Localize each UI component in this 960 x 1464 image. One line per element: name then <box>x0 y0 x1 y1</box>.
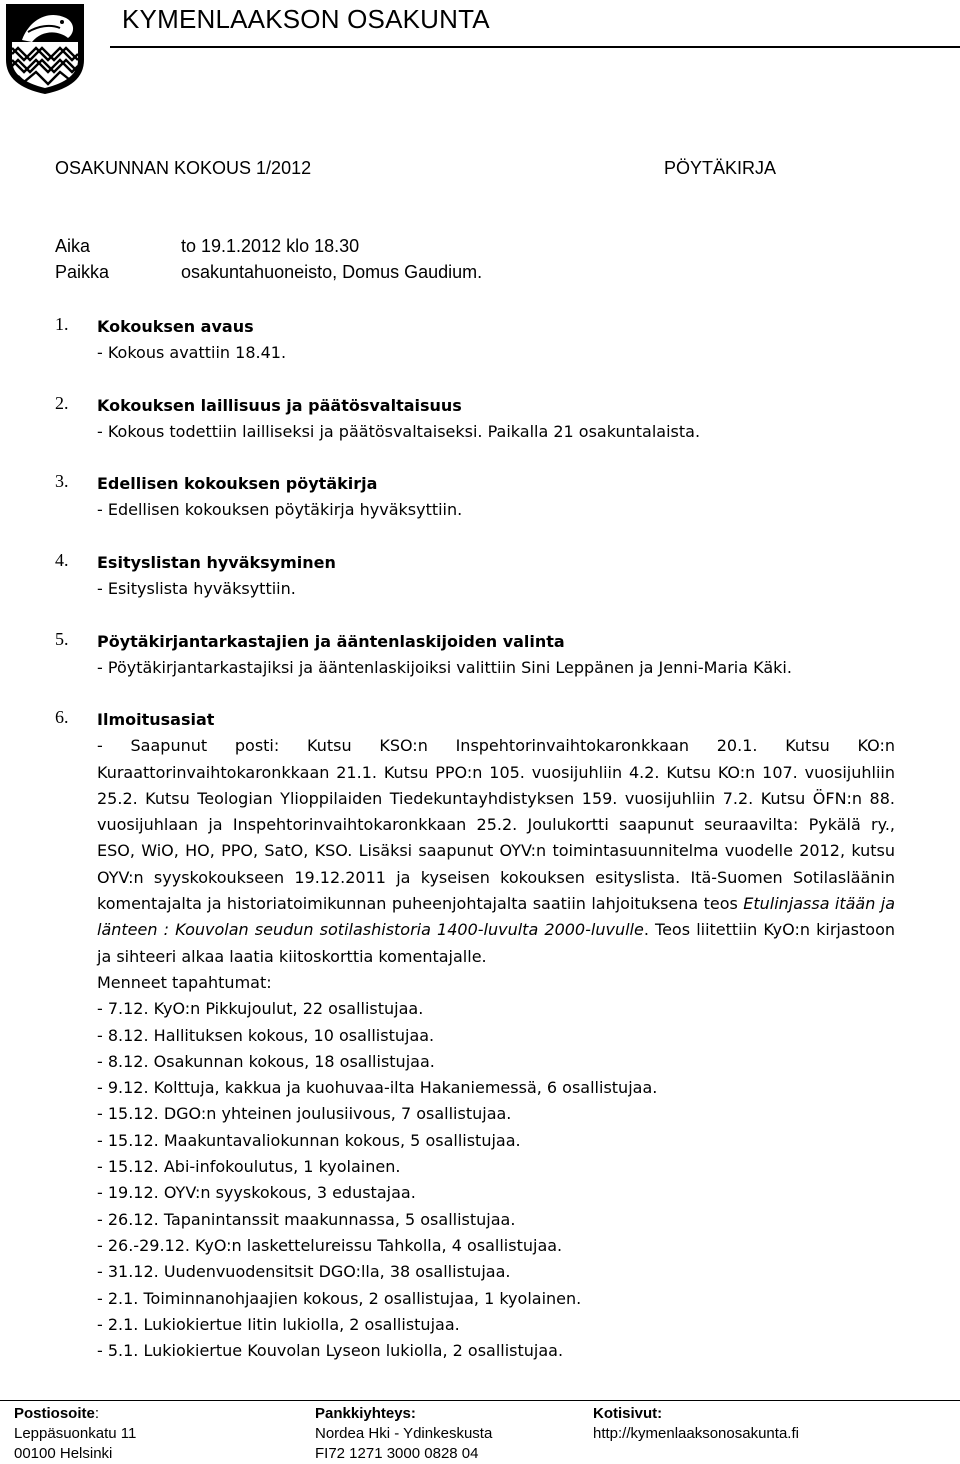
event-item: - 2.1. Lukiokiertue Iitin lukiolla, 2 osallistujaa. <box>97 1314 460 1334</box>
section-title: Ilmoitusasiat <box>97 710 215 729</box>
footer-web <box>593 1404 799 1444</box>
footer-bank-line2: FI72 1271 3000 0828 04 <box>315 1445 479 1462</box>
footer-address <box>14 1404 136 1464</box>
section-title: Kokouksen avaus <box>97 317 254 336</box>
coat-of-arms-logo <box>4 2 86 96</box>
section-title: Esityslistan hyväksyminen <box>97 553 336 572</box>
announcements-text: - Saapunut posti: Kutsu KSO:n Inspehtorinvaihtokaronkkaan 20.1. Kutsu KO:n Kuraattorinvaihtokaronkkaan 21.1. Kutsu PPO:n 105. vuosijuhliin 4.2. Kutsu KO:n 107. vuosijuhliin 25.2. Kutsu Teologian Ylioppilaiden Tiedekuntayhdistyksen 159. vuosijuhliin 7.2. Kutsu ÖFN:n 88. vuosijuhlaan ja Inspehtorinvaihtokaronkkaan 25.2. Joulukortti saapunut seuraavilta: Pykälä ry., ESO, WiO, HO, PPO, SatO, KSO. Lisäksi saapunut OYV:n toimintasuunnitelma vuodelle 2012, kutsu OYV:n syyskokoukseen 19.12.2011 ja kyseisen kokouksen esityslista. Itä-Suomen Sotilasläänin komentajalta ja historiatoimikunnan puheenjohtajalta saatiin lahjoituksena teos <box>97 736 895 914</box>
events-list <box>97 996 895 1364</box>
footer-address-line2: 00100 Helsinki <box>14 1445 113 1462</box>
section-text: - Edellisen kokouksen pöytäkirja hyväksyttiin. <box>97 500 463 520</box>
section-title: Pöytäkirjantarkastajien ja ääntenlaskijoiden valinta <box>97 632 565 651</box>
footer-address-label: Postiosoite <box>14 1405 95 1422</box>
event-item: - 31.12. Uudenvuodensitsit DGO:lla, 38 osallistujaa. <box>97 1262 511 1282</box>
section-4 <box>55 550 895 603</box>
section-number: 3. <box>55 471 69 491</box>
footer-bank-line1: Nordea Hki - Ydinkeskusta <box>315 1425 493 1442</box>
section-2 <box>55 393 895 446</box>
section-title: Edellisen kokouksen pöytäkirja <box>97 474 378 493</box>
event-item: - 19.12. OYV:n syyskokous, 3 edustajaa. <box>97 1183 416 1203</box>
event-item: - 5.1. Lukiokiertue Kouvolan Lyseon lukiolla, 2 osallistujaa. <box>97 1341 564 1361</box>
section-number: 1. <box>55 314 69 334</box>
footer-web-label: Kotisivut: <box>593 1405 663 1422</box>
section-number: 2. <box>55 393 69 413</box>
document-title: OSAKUNNAN KOKOUS 1/2012 <box>55 158 312 178</box>
meta-time-value: to 19.1.2012 klo 18.30 <box>181 236 360 256</box>
section-text: - Pöytäkirjantarkastajiksi ja ääntenlaskijoiksi valittiin Sini Leppänen ja Jenni-Maria Käki. <box>97 658 792 678</box>
footer-bank <box>315 1404 492 1464</box>
event-item: - 9.12. Kolttuja, kakkua ja kuohuvaa-ilta Hakaniemessä, 6 osallistujaa. <box>97 1078 658 1098</box>
footer-bank-label: Pankkiyhteys: <box>315 1405 416 1422</box>
announcements-paragraph <box>97 733 895 970</box>
event-item: - 8.12. Hallituksen kokous, 10 osallistujaa. <box>97 1025 435 1045</box>
section-number: 6. <box>55 707 69 727</box>
meta-place-label: Paikka <box>55 262 110 282</box>
document-type: PÖYTÄKIRJA <box>664 158 777 178</box>
event-item: - 15.12. Maakuntavaliokunnan kokous, 5 osallistujaa. <box>97 1130 521 1150</box>
footer-web-link[interactable]: http://kymenlaaksonosakunta.fi <box>593 1425 799 1442</box>
section-6 <box>55 707 895 1364</box>
event-item: - 2.1. Toiminnanohjaajien kokous, 2 osallistujaa, 1 kyolainen. <box>97 1288 582 1308</box>
meta-time-label: Aika <box>55 236 91 256</box>
footer-address-colon: : <box>94 1405 100 1422</box>
event-item: - 26.-29.12. KyO:n laskettelureissu Tahkolla, 4 osallistujaa. <box>97 1235 563 1255</box>
section-text: - Kokous todettiin lailliseksi ja päätösvaltaiseksi. Paikalla 21 osakuntalaista. <box>97 422 701 442</box>
section-text: - Kokous avattiin 18.41. <box>97 343 287 363</box>
event-item: - 15.12. DGO:n yhteinen joulusiivous, 7 osallistujaa. <box>97 1104 512 1124</box>
section-number: 5. <box>55 629 69 649</box>
event-item: - 8.12. Osakunnan kokous, 18 osallistujaa. <box>97 1051 435 1071</box>
section-text: - Esityslista hyväksyttiin. <box>97 579 296 599</box>
meta-time-row <box>55 236 359 257</box>
footer-divider <box>0 1400 960 1401</box>
footer-address-line1: Leppäsuonkatu 11 <box>14 1425 137 1442</box>
event-item: - 7.12. KyO:n Pikkujoulut, 22 osallistujaa. <box>97 999 424 1019</box>
book-title: Etulinjassa itään ja länteen : Kouvolan seudun sotilashistoria 1400-luvulta 2000-luvulle <box>97 894 896 940</box>
section-5 <box>55 629 895 682</box>
organization-name: KYMENLAAKSON OSAKUNTA <box>122 4 490 34</box>
section-number: 4. <box>55 550 69 570</box>
meta-place-value: osakuntahuoneisto, Domus Gaudium. <box>181 262 483 282</box>
meta-place-row <box>55 262 482 283</box>
header-divider <box>110 46 960 48</box>
event-item: - 26.12. Tapanintanssit maakunnassa, 5 osallistujaa. <box>97 1209 516 1229</box>
announcements-text-end: . Teos liitettiin KyO:n kirjastoon ja sihteeri alkaa laatia kiitoskorttia komentajalle. <box>97 920 895 966</box>
section-1 <box>55 314 895 367</box>
section-title: Kokouksen laillisuus ja päätösvaltaisuus <box>97 396 462 415</box>
event-item: - 15.12. Abi-infokoulutus, 1 kyolainen. <box>97 1157 401 1177</box>
events-heading: Menneet tapahtumat: <box>97 972 272 992</box>
section-3 <box>55 471 895 524</box>
